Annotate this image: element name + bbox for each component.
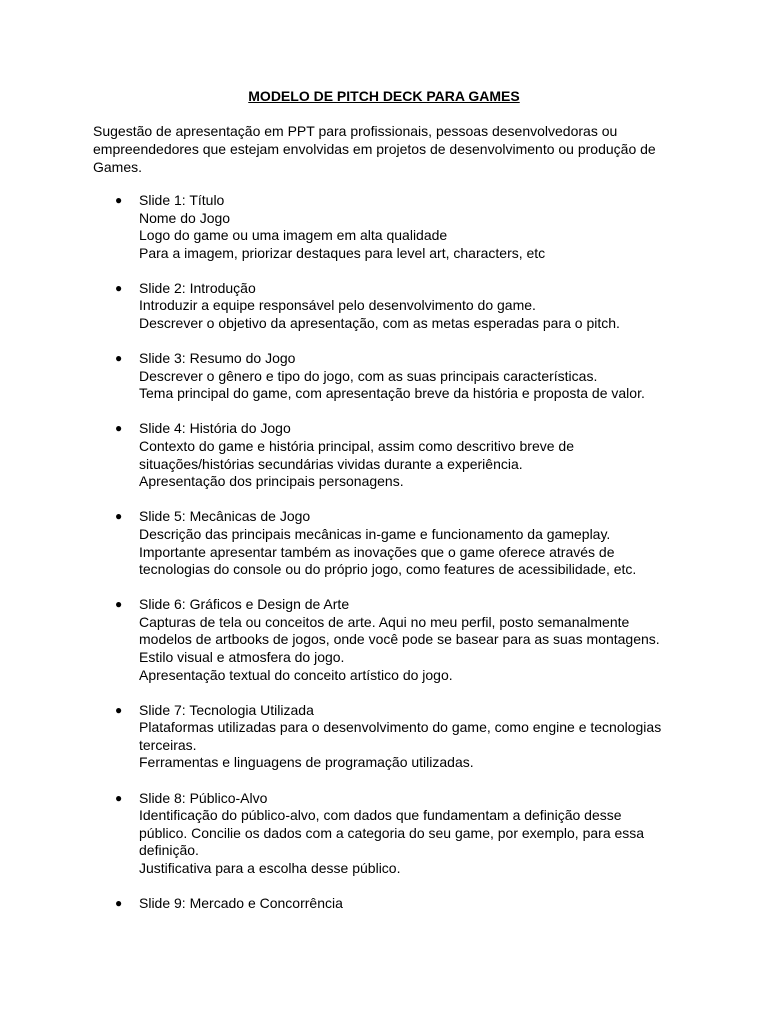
intro-line: Games. — [93, 159, 143, 175]
bullet-icon: ● — [115, 896, 123, 910]
bullet-icon: ● — [115, 193, 123, 207]
slide-description-line: Importante apresentar também as inovações que o game oferece através de — [139, 543, 615, 560]
slide-description-line: Logo do game ou uma imagem em alta qualidade — [139, 227, 448, 244]
slide-description-line: Ferramentas e linguagens de programação utilizadas. — [139, 754, 474, 771]
slide-item — [0, 280, 768, 333]
intro-paragraph — [93, 122, 683, 176]
slide-description-line: Descrever o objetivo da apresentação, com as metas esperadas para o pitch. — [139, 315, 620, 332]
slide-heading: Slide 4: História do Jogo — [139, 420, 291, 437]
slide-heading: Slide 8: Público-Alvo — [139, 789, 268, 806]
slide-description-line: definição. — [139, 842, 199, 859]
bullet-icon: ● — [115, 509, 123, 524]
slide-description-line: Descrição das principais mecânicas in-game e funcionamento da gameplay. — [139, 525, 611, 542]
slide-item — [0, 790, 768, 878]
slide-item — [0, 702, 768, 772]
intro-line: empreendedores que estejam envolvidas em projetos de desenvolvimento ou produção de — [93, 141, 656, 157]
slide-heading: Slide 3: Resumo do Jogo — [139, 350, 296, 367]
bullet-icon: ● — [115, 597, 123, 612]
bullet-icon: ● — [115, 790, 123, 805]
slide-description-line: modelos de artbooks de jogos, onde você pode se basear para as suas montagens. — [139, 631, 660, 648]
bullet-icon: ● — [115, 351, 123, 366]
slide-heading: Slide 5: Mecânicas de Jogo — [139, 508, 311, 525]
slide-description-line: Introduzir a equipe responsável pelo desenvolvimento do game. — [139, 297, 536, 314]
slide-description-line: Nome do Jogo — [139, 209, 231, 226]
slide-description-line: Contexto do game e história principal, assim como descritivo breve de — [139, 438, 574, 455]
slide-description-line: Tema principal do game, com apresentação breve da história e proposta de valor. — [139, 385, 645, 402]
slide-description-line: situações/histórias secundárias vividas durante a experiência. — [139, 455, 523, 472]
slide-item — [0, 192, 768, 262]
slide-description-line: Identificação do público-alvo, com dados que fundamentam a definição desse — [139, 807, 622, 824]
slide-description-line: tecnologias do console ou do próprio jogo, como features de acessibilidade, etc. — [139, 561, 637, 578]
bullet-icon: ● — [115, 702, 123, 717]
bullet-icon: ● — [115, 421, 123, 436]
slide-heading: Slide 6: Gráficos e Design de Arte — [139, 596, 350, 613]
slide-description-line: terceiras. — [139, 736, 197, 753]
slide-description-line: Capturas de tela ou conceitos de arte. Aqui no meu perfil, posto semanalmente — [139, 613, 630, 630]
slide-description-line: Estilo visual e atmosfera do jogo. — [139, 648, 345, 665]
slide-description-line: Apresentação textual do conceito artístico do jogo. — [139, 666, 453, 683]
slide-description-line: Justificativa para a escolha desse público. — [139, 859, 401, 876]
slide-item — [0, 596, 768, 684]
bullet-icon: ● — [115, 280, 123, 295]
slide-heading: Slide 2: Introdução — [139, 279, 256, 296]
intro-line: Sugestão de apresentação em PPT para profissionais, pessoas desenvolvedoras ou — [93, 123, 618, 139]
slide-description-line: Para a imagem, priorizar destaques para level art, characters, etc — [139, 244, 546, 261]
slide-heading: Slide 1: Título — [139, 192, 225, 208]
slides-list — [0, 192, 768, 930]
document-title: MODELO DE PITCH DECK PARA GAMES — [248, 88, 520, 104]
slide-heading: Slide 7: Tecnologia Utilizada — [139, 701, 314, 718]
slide-description-line: Descrever o gênero e tipo do jogo, com as suas principais características. — [139, 367, 598, 384]
slide-item — [0, 508, 768, 578]
slide-item — [0, 420, 768, 490]
slide-item — [0, 350, 768, 403]
slide-item — [0, 895, 768, 913]
slide-description-line: Apresentação dos principais personagens. — [139, 473, 404, 490]
slide-description-line: Plataformas utilizadas para o desenvolvimento do game, como engine e tecnologias — [139, 719, 662, 736]
slide-description-line: público. Concilie os dados com a categoria do seu game, por exemplo, para essa — [139, 824, 645, 841]
slide-heading: Slide 9: Mercado e Concorrência — [139, 895, 343, 911]
